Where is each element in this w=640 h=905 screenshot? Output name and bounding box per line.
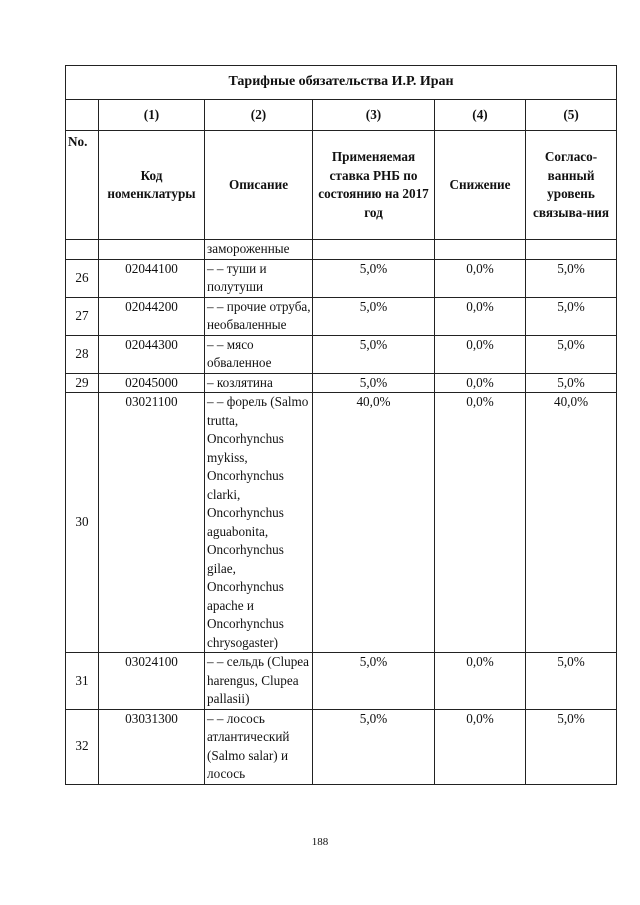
row-applied-rate: 5,0% [313,259,435,297]
row-description: – – мясо обваленное [205,335,313,373]
row-applied-rate: 40,0% [313,393,435,653]
row-number: 26 [66,259,99,297]
row-code: 02045000 [99,373,205,393]
header-no: No. [66,131,99,240]
row-number: 27 [66,297,99,335]
header-description: Описание [205,131,313,240]
row-number: 29 [66,373,99,393]
row-description: – – сельдь (Clupea harengus, Clupea pallasii) [205,653,313,710]
row-code: 03031300 [99,709,205,784]
row-reduction: 0,0% [435,709,526,784]
row-number: 31 [66,653,99,710]
table-row [66,653,617,710]
row-number: 32 [66,709,99,784]
table-row [66,709,617,784]
page-number: 188 [311,836,329,848]
row-code: 02044200 [99,297,205,335]
table-body [66,259,617,784]
row-code: 03021100 [99,393,205,653]
row-description: – козлятина [205,373,313,393]
column-number: (4) [435,100,526,131]
row-bound-level: 5,0% [526,297,617,335]
row-description: – – прочие отруба, необваленные [205,297,313,335]
header-reduction: Снижение [435,131,526,240]
column-number: (3) [313,100,435,131]
row-reduction: 0,0% [435,653,526,710]
row-bound-level: 5,0% [526,335,617,373]
row-code: 03024100 [99,653,205,710]
row-reduction: 0,0% [435,297,526,335]
row-applied-rate: 5,0% [313,709,435,784]
row-reduction: 0,0% [435,373,526,393]
table-row [66,335,617,373]
column-number: (1) [99,100,205,131]
row-reduction: 0,0% [435,259,526,297]
row-applied-rate: 5,0% [313,373,435,393]
column-header-row [66,131,617,240]
row-bound-level: 40,0% [526,393,617,653]
table-row [66,259,617,297]
column-number: (5) [526,100,617,131]
row-reduction: 0,0% [435,335,526,373]
row-applied-rate: 5,0% [313,653,435,710]
row-reduction: 0,0% [435,393,526,653]
row-bound-level: 5,0% [526,259,617,297]
row-bound-level: 5,0% [526,709,617,784]
table-title: Тарифные обязательства И.Р. Иран [66,66,617,100]
continuation-row [66,240,617,260]
tariff-table [65,65,617,785]
header-applied-rate: Применяемая ставка РНБ по состоянию на 2017 год [313,131,435,240]
row-number: 30 [66,393,99,653]
table-row [66,393,617,653]
row-description: – – лосось атлантический (Salmo salar) и лосось [205,709,313,784]
row-bound-level: 5,0% [526,373,617,393]
row-applied-rate: 5,0% [313,297,435,335]
row-description: – – туши и полутуши [205,259,313,297]
row-applied-rate: 5,0% [313,335,435,373]
row-description: – – форель (Salmo trutta, Oncorhynchus mykiss, Oncorhynchus clarki, Oncorhynchus aguabonita, Oncorhynchus gilae, Oncorhynchus apache и Oncorhynchus chrysogaster) [205,393,313,653]
continuation-text: замороженные [205,240,313,260]
row-code: 02044300 [99,335,205,373]
header-code: Код номенклатуры [99,131,205,240]
row-number: 28 [66,335,99,373]
table-row [66,297,617,335]
row-code: 02044100 [99,259,205,297]
header-bound-level: Согласо-ванный уровень связыва-ния [526,131,617,240]
table-row [66,373,617,393]
column-number-row [66,100,617,131]
column-number: (2) [205,100,313,131]
row-bound-level: 5,0% [526,653,617,710]
